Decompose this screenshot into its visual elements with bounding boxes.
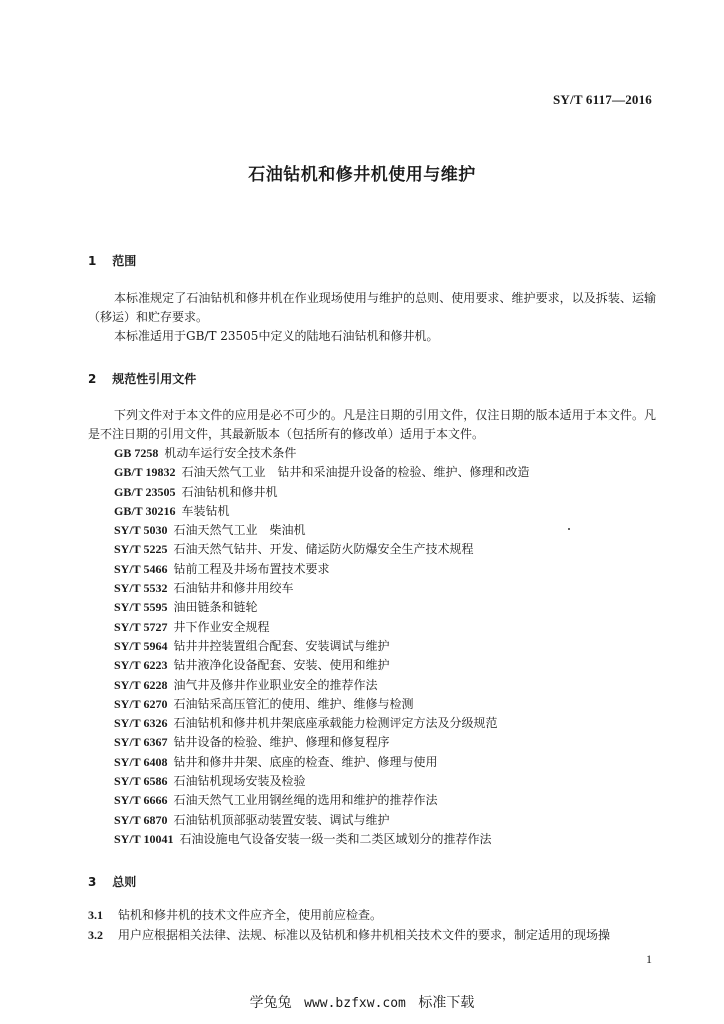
clause-3-1 [88, 906, 658, 925]
reference-item [114, 618, 529, 637]
reference-item [114, 579, 529, 598]
clause-text: 钻机和修井机的技术文件应齐全，使用前应检查。 [118, 908, 383, 922]
reference-title: 钻井井控装置组合配套、安装调试与维护 [173, 638, 390, 653]
reference-code: SY/T 5466 [114, 561, 168, 576]
reference-item [114, 637, 529, 656]
reference-code: SY/T 10041 [114, 831, 174, 846]
reference-title: 石油钻井和修井用绞车 [173, 581, 294, 596]
reference-item [114, 540, 529, 559]
reference-code: GB/T 19832 [114, 465, 176, 480]
reference-item [114, 676, 529, 695]
reference-title: 石油天然气工业 钻井和采油提升设备的检验、维护、修理和改造 [181, 465, 530, 480]
reference-code: SY/T 6326 [114, 716, 168, 731]
reference-code: SY/T 6228 [114, 677, 168, 692]
clause-text: 用户应根据相关法律、法规、标准以及钻机和修井机相关技术文件的要求，制定适用的现场操 [118, 928, 611, 942]
reference-code: SY/T 6870 [114, 812, 168, 827]
reference-code: SY/T 5532 [114, 581, 168, 596]
applicability-paragraph: 本标准适用于GB/T 23505中定义的陆地石油钻机和修井机。 [114, 329, 439, 343]
reference-code: SY/T 5030 [114, 523, 168, 538]
reference-item [114, 502, 529, 521]
reference-item [114, 656, 529, 675]
standard-code: SY/T 6117—2016 [553, 92, 652, 107]
footer-tagline: 标准下载 [418, 995, 475, 1011]
section-title: 范围 [112, 254, 137, 268]
reference-title: 钻前工程及井场布置技术要求 [173, 561, 330, 576]
reference-code: SY/T 6666 [114, 793, 168, 808]
section-3-heading [88, 873, 136, 890]
reference-item [114, 560, 529, 579]
clause-number: 3.2 [88, 928, 103, 942]
reference-code: SY/T 6408 [114, 754, 168, 769]
clause-3-2 [88, 926, 658, 945]
reference-item [114, 791, 529, 810]
reference-code: SY/T 6270 [114, 696, 168, 711]
section-2-heading [88, 370, 196, 387]
reference-title: 石油钻机顶部驱动装置安装、调试与维护 [173, 812, 390, 827]
reference-item [114, 714, 529, 733]
reference-item [114, 772, 529, 791]
section-number: 2 [88, 372, 97, 386]
reference-item [114, 483, 529, 502]
scope-paragraph: 本标准规定了石油钻机和修井机在作业现场使用与维护的总则、使用要求、维护要求，以及拆装、运输（移运）和贮存要求。 [88, 291, 656, 324]
reference-title: 钻井液净化设备配套、安装、使用和维护 [173, 658, 390, 673]
reference-code: SY/T 5225 [114, 542, 168, 557]
reference-item [114, 753, 529, 772]
reference-title: 车装钻机 [181, 503, 230, 518]
section-number: 3 [88, 875, 97, 889]
reference-item [114, 733, 529, 752]
reference-title: 油气井及修井作业职业安全的推荐作法 [173, 677, 378, 692]
scan-speck [568, 528, 570, 530]
reference-title: 石油钻采高压管汇的使用、维护、维修与检测 [173, 696, 414, 711]
reference-title: 石油钻机和修井机井架底座承载能力检测评定方法及分级规范 [173, 716, 498, 731]
reference-item [114, 463, 529, 482]
reference-code: SY/T 5595 [114, 600, 168, 615]
footer-url: www.bzfxw.com [304, 996, 406, 1011]
reference-code: SY/T 5964 [114, 638, 168, 653]
reference-title: 钻井和修井井架、底座的检查、维护、修理与使用 [173, 754, 438, 769]
reference-code: GB/T 23505 [114, 484, 176, 499]
reference-code: SY/T 6586 [114, 774, 168, 789]
reference-code: GB/T 30216 [114, 503, 176, 518]
section-title: 总则 [112, 875, 137, 889]
footer-site-name: 学兔兔 [249, 995, 292, 1011]
section-title: 规范性引用文件 [112, 372, 197, 386]
reference-item [114, 521, 529, 540]
reference-item [114, 811, 529, 830]
reference-code: SY/T 6223 [114, 658, 168, 673]
page-number: 1 [646, 952, 652, 966]
reference-title: 钻井设备的检验、维护、修理和修复程序 [173, 735, 390, 750]
reference-title: 石油天然气钻井、开发、储运防火防爆安全生产技术规程 [173, 542, 474, 557]
reference-code: GB 7258 [114, 446, 159, 460]
document-title: 石油钻机和修井机使用与维护 [248, 165, 476, 185]
reference-title: 石油天然气工业用钢丝绳的选用和维护的推荐作法 [173, 793, 438, 808]
reference-title: 石油天然气工业 柴油机 [173, 523, 306, 538]
reference-item [114, 598, 529, 617]
reference-title: 油田链条和链轮 [173, 600, 258, 615]
reference-code: SY/T 5727 [114, 619, 168, 634]
reference-list [114, 444, 529, 849]
reference-title: 石油钻机现场安装及检验 [173, 774, 306, 789]
references-intro: 下列文件对于本文件的应用是必不可少的。凡是注日期的引用文件，仅注日期的版本适用于本文件。凡是不注日期的引用文件，其最新版本（包括所有的修改单）适用于本文件。 [88, 408, 656, 441]
clause-number: 3.1 [88, 908, 103, 922]
section-number: 1 [88, 254, 97, 268]
reference-title: 井下作业安全规程 [173, 619, 270, 634]
reference-code: SY/T 6367 [114, 735, 168, 750]
reference-title: 石油设施电气设备安装一级一类和二类区域划分的推荐作法 [179, 831, 492, 846]
reference-title: 机动车运行安全技术条件 [164, 446, 297, 460]
reference-item [114, 695, 529, 714]
reference-item [114, 444, 529, 463]
reference-title: 石油钻机和修井机 [181, 484, 278, 499]
section-1-heading [88, 252, 136, 269]
reference-item [114, 830, 529, 849]
watermark-footer [0, 992, 724, 1012]
